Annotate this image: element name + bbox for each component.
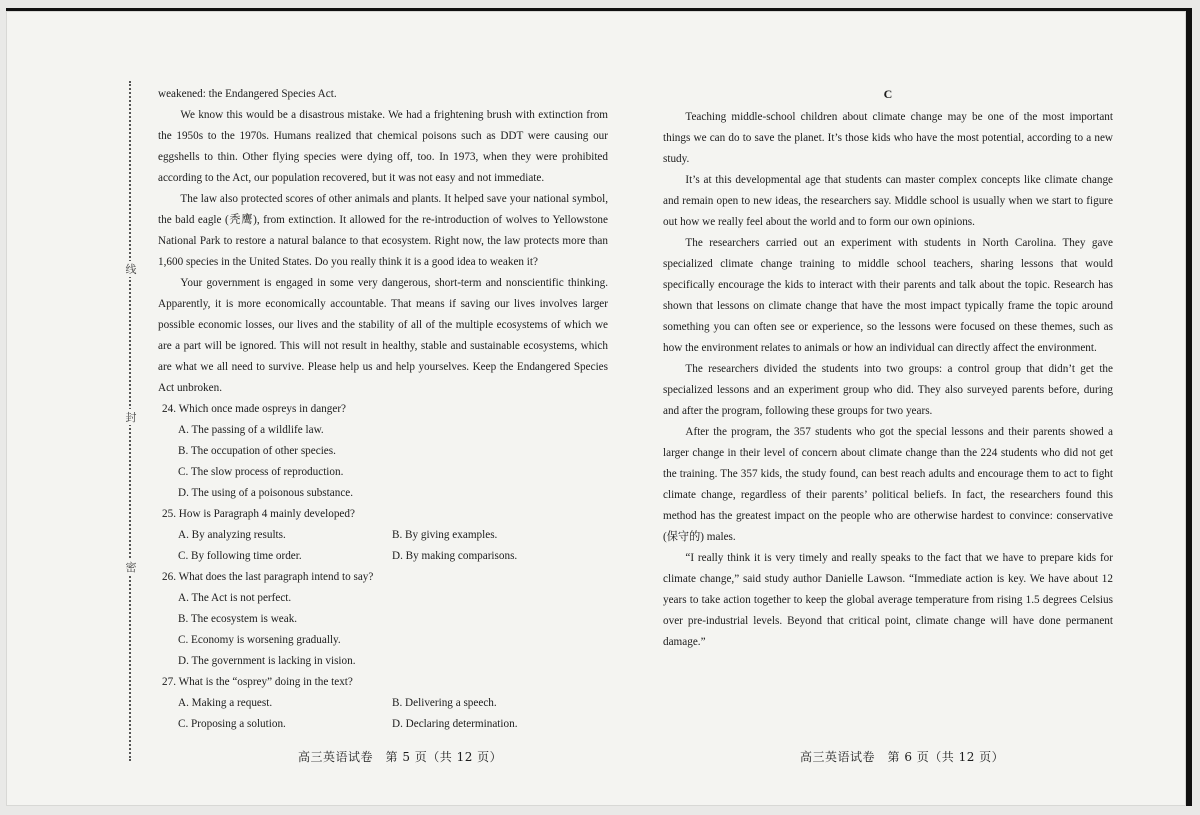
paragraph: The researchers divided the students into two groups: a control group that didn’t get the specialized lessons and an experiment group who did. They also surveyed parents before, during and after the program, following these groups for two years. <box>663 363 1113 417</box>
option: B. Delivering a speech. <box>392 697 497 709</box>
right-page-column <box>663 84 1113 653</box>
option: C. Proposing a solution. <box>178 718 286 730</box>
option: B. The occupation of other species. <box>178 445 336 457</box>
option: A. The Act is not perfect. <box>178 592 292 604</box>
question-26: 26. What does the last paragraph intend to say? <box>162 571 374 583</box>
option: C. By following time order. <box>178 550 302 562</box>
question-25: 25. How is Paragraph 4 mainly developed? <box>162 508 355 520</box>
option: C. Economy is worsening gradually. <box>178 634 341 646</box>
binding-mark-seal: 封 <box>123 409 139 425</box>
paragraph: Your government is engaged in some very dangerous, short-term and nonscientific thinking. Apparently, it is more economically accountable. That means if saving our lives involves larger possible economic losses, our lives and the stability of all of the multiple ecosystems of which we are a part will be ignored. This will not result in healthy, stable and sustainable ecosystems, which are what we all need to survive. Please help us and help yourselves. Keep the Endangered Species Act unbroken. <box>158 277 608 394</box>
intro-line: weakened: the Endangered Species Act. <box>158 88 337 100</box>
option: C. The slow process of reproduction. <box>178 466 344 478</box>
paragraph: We know this would be a disastrous mistake. We had a frightening brush with extinction from the 1950s to the 1970s. Humans realized that chemical poisons such as DDT were causing our eggshells to thin. Other flying species were dying off, too. In 1973, when they were prohibited according to the Act, our population recovered, but it was not easy and not immediate. <box>158 109 608 184</box>
option: B. By giving examples. <box>392 529 498 541</box>
option-row <box>178 714 608 735</box>
question-27: 27. What is the “osprey” doing in the text? <box>162 676 353 688</box>
option: A. By analyzing results. <box>178 529 286 541</box>
question-24: 24. Which once made ospreys in danger? <box>162 403 347 415</box>
paragraph: After the program, the 357 students who got the special lessons and their parents showed a larger change in their level of concern about climate change than the 224 students who did not get the training. The 357 kids, the study found, can best reach adults and encourage them to act to fight climate change, regardless of their parents’ political beliefs. In fact, the researchers found this method has the greatest impact on the people who are otherwise hardest to convince: conservative (保守的) males. <box>663 426 1113 543</box>
binding-mark-line: 线 <box>123 261 139 277</box>
option: A. The passing of a wildlife law. <box>178 424 324 436</box>
section-heading: C <box>883 87 893 101</box>
option: A. Making a request. <box>178 697 273 709</box>
page-footer-right: 高三英语试卷 第 6 页（共 12 页） <box>800 750 1005 764</box>
paragraph: The researchers carried out an experiment with students in North Carolina. They gave specialized climate change training to middle school teachers, sharing lessons that would specifically encourage the kids to interact with their parents and talk about the topic. Research has shown that lessons on climate change that have the most impact typically frame the topic around something you can often see or experience, so the lessons were focused on these themes, such as how the environment relates to animals or how an individual can directly affect the environment. <box>663 237 1113 354</box>
left-page-column <box>158 84 608 735</box>
option: B. The ecosystem is weak. <box>178 613 298 625</box>
page-footer-left: 高三英语试卷 第 5 页（共 12 页） <box>298 750 503 764</box>
option-row <box>178 546 608 567</box>
paragraph: It’s at this developmental age that students can master complex concepts like climate change and remain open to new ideas, the researchers say. Middle school is usually when we start to figure out how we really feel about the world and to form our own opinions. <box>663 174 1113 228</box>
paragraph: “I really think it is very timely and really speaks to the fact that we have to prepare kids for climate change,” said study author Danielle Lawson. “Immediate action is key. We have about 12 years to take action together to keep the global average temperature from rising 1.5 degrees Celsius over pre-industrial levels. Beyond that critical point, climate change will have done permanent damage.” <box>663 552 1113 648</box>
option: D. The government is lacking in vision. <box>178 655 356 667</box>
option-row <box>178 693 608 714</box>
binding-mark-secret: 密 <box>123 559 139 575</box>
option: D. By making comparisons. <box>392 550 518 562</box>
paragraph: Teaching middle-school children about climate change may be one of the most important things we can do to save the planet. It’s those kids who have the most potential, according to a new study. <box>663 111 1113 165</box>
option-row <box>178 525 608 546</box>
option: D. The using of a poisonous substance. <box>178 487 354 499</box>
paragraph: The law also protected scores of other animals and plants. It helped save your national symbol, the bald eagle (秃鹰), from extinction. It allowed for the re-introduction of wolves to Yellowstone National Park to restore a natural balance to that ecosystem. Right now, the law protects more than 1,600 species in the United States. Do you really think it is a good idea to weaken it? <box>158 193 608 268</box>
option: D. Declaring determination. <box>392 718 518 730</box>
